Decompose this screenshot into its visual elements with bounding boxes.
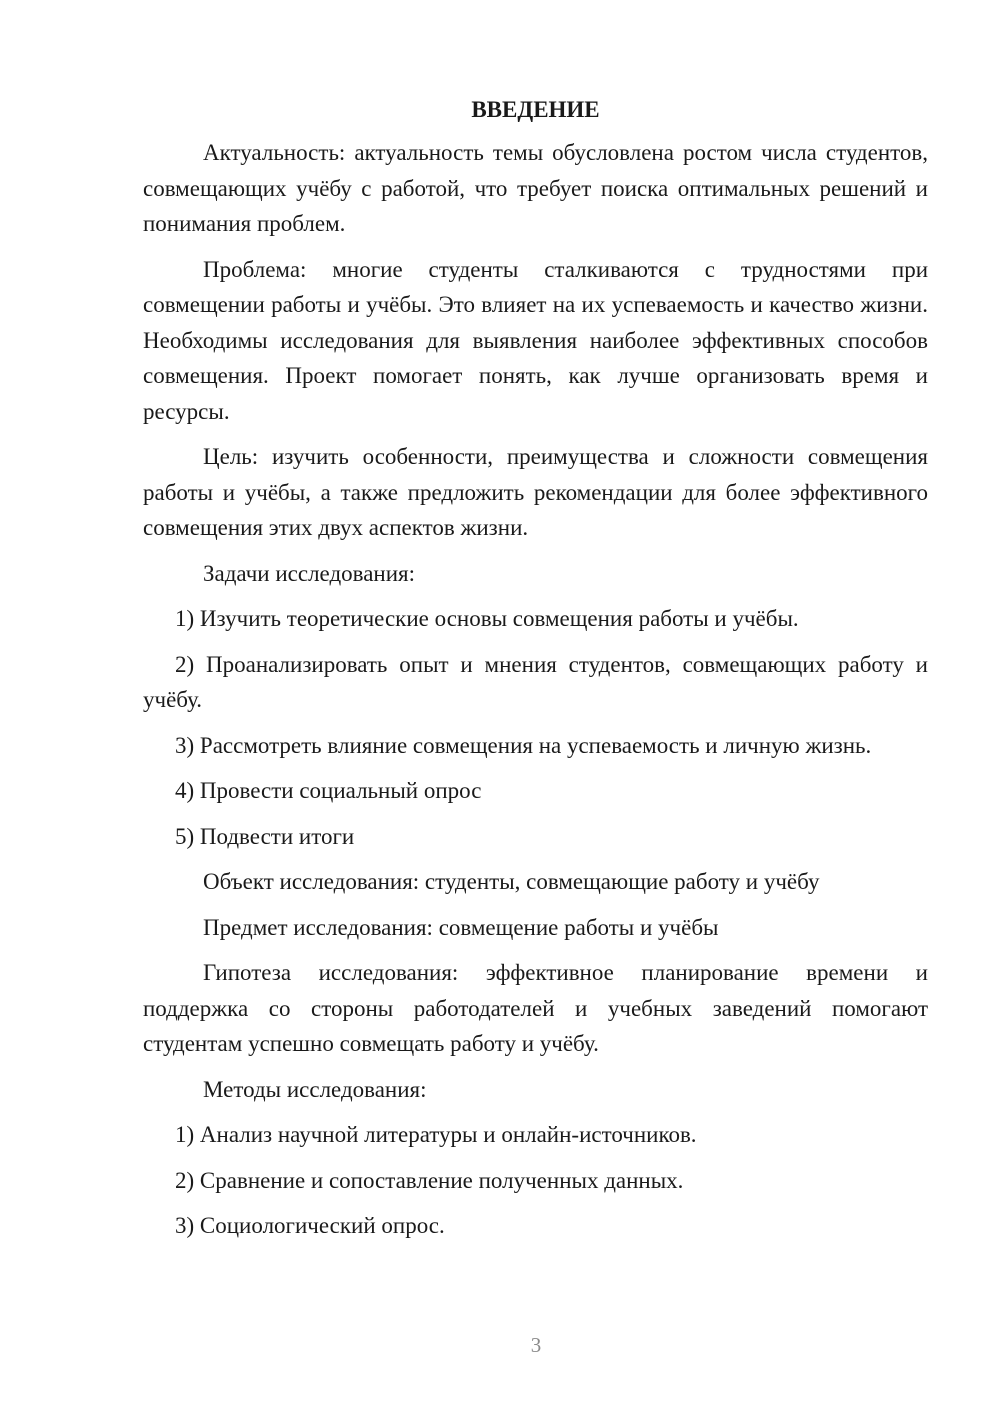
section-title: ВВЕДЕНИЕ — [471, 97, 600, 122]
method-item: 2) Сравнение и сопоставление полученных данных. — [175, 1167, 684, 1193]
subject-paragraph: Предмет исследования: совмещение работы и учёбы — [203, 914, 719, 940]
task-item: 4) Провести социальный опрос — [175, 778, 482, 803]
task-item: 5) Подвести итоги — [175, 823, 355, 849]
task-item: 3) Рассмотреть влияние совмещения на успеваемость и личную жизнь. — [175, 732, 872, 758]
object-paragraph: Объект исследования: студенты, совмещающие работу и учёбу — [203, 869, 820, 894]
tasks-heading: Задачи исследования: — [203, 560, 416, 586]
problem-paragraph: Проблема: многие студенты сталкиваются с трудностями при совмещении работы и учёбы. Это влияет на их успеваемость и качество жизни. Необходимы исследования для выявления наиболее эффективных способов совмещения. Проект помогает понять, как лучше организовать время и ресурсы. — [143, 256, 928, 424]
task-item: 2) Проанализировать опыт и мнения студентов, совмещающих работу и учёбу. — [143, 651, 928, 712]
methods-heading: Методы исследования: — [203, 1076, 427, 1102]
page-number: 3 — [530, 1333, 542, 1357]
relevance-paragraph: Актуальность: актуальность темы обусловлена ростом числа студентов, совмещающих учёбу с работой, что требует поиска оптимальных решений и понимания проблем. — [143, 140, 928, 236]
goal-paragraph: Цель: изучить особенности, преимущества и сложности совмещения работы и учёбы, а также предложить рекомендации для более эффективного совмещения этих двух аспектов жизни. — [143, 444, 928, 540]
hypothesis-paragraph: Гипотеза исследования: эффективное планирование времени и поддержка со стороны работодателей и учебных заведений помогают студентам успешно совмещать работу и учёбу. — [143, 960, 928, 1056]
task-item: 1) Изучить теоретические основы совмещения работы и учёбы. — [175, 606, 799, 631]
document-page — [143, 92, 928, 1254]
method-item: 1) Анализ научной литературы и онлайн-источников. — [175, 1122, 697, 1147]
method-item: 3) Социологический опрос. — [175, 1213, 445, 1238]
